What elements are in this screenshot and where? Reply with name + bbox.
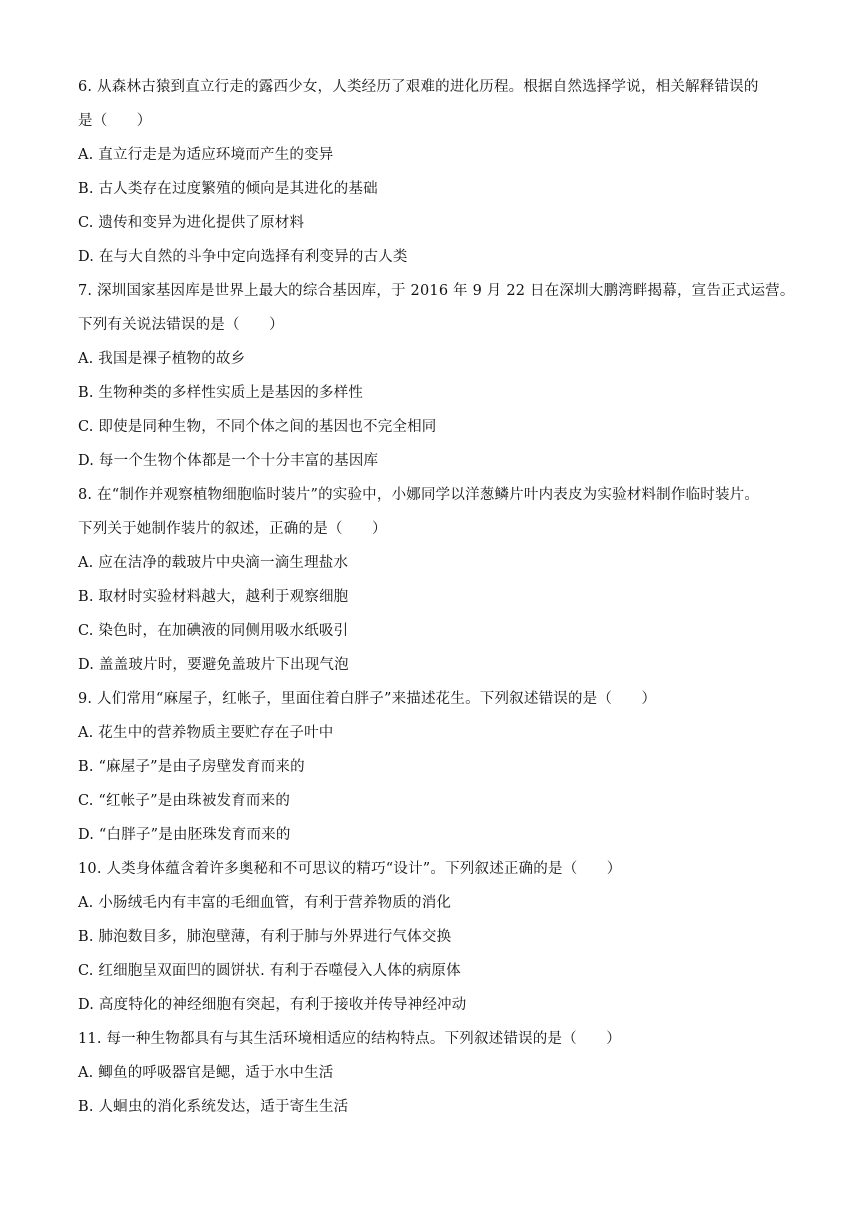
question-stem: 下列关于她制作装片的叙述，正确的是（ ） xyxy=(78,521,387,537)
question-stem: 10. 人类身体蕴含着许多奥秘和不可思议的精巧“设计”。下列叙述正确的是（ ） xyxy=(78,861,622,877)
question-9 xyxy=(78,682,800,852)
option-a: A. 鲫鱼的呼吸器官是鳃，适于水中生活 xyxy=(78,1065,334,1081)
option-d: D. 在与大自然的斗争中定向选择有利变异的古人类 xyxy=(78,249,408,265)
question-stem: 8. 在“制作并观察植物细胞临时装片”的实验中，小娜同学以洋葱鳞片叶内表皮为实验材料制作临时装片。 xyxy=(78,487,760,503)
option-a: A. 我国是裸子植物的故乡 xyxy=(78,351,246,367)
question-7 xyxy=(78,274,800,478)
option-a: A. 小肠绒毛内有丰富的毛细血管，有利于营养物质的消化 xyxy=(78,895,452,911)
question-11 xyxy=(78,1022,800,1124)
option-b: B. 人蛔虫的消化系统发达，适于寄生生活 xyxy=(78,1099,349,1115)
option-b: B. 生物种类的多样性实质上是基因的多样性 xyxy=(78,385,364,401)
option-c: C. 遗传和变异为进化提供了原材料 xyxy=(78,215,305,231)
question-6 xyxy=(78,70,800,274)
question-stem: 9. 人们常用“麻屋子，红帐子，里面住着白胖子”来描述花生。下列叙述错误的是（ ） xyxy=(78,691,657,707)
question-stem: 下列有关说法错误的是（ ） xyxy=(78,317,284,333)
option-b: B. “麻屋子”是由子房壁发育而来的 xyxy=(78,759,305,775)
question-10 xyxy=(78,852,800,1022)
question-stem: 11. 每一种生物都具有与其生活环境相适应的结构特点。下列叙述错误的是（ ） xyxy=(78,1031,621,1047)
option-d: D. 每一个生物个体都是一个十分丰富的基因库 xyxy=(78,453,379,469)
option-c: C. 红细胞呈双面凹的圆饼状. 有利于吞噬侵入人体的病原体 xyxy=(78,963,461,979)
option-b: B. 肺泡数目多，肺泡壁薄，有利于肺与外界进行气体交换 xyxy=(78,929,452,945)
option-a: A. 应在洁净的载玻片中央滴一滴生理盐水 xyxy=(78,555,349,571)
question-stem: 6. 从森林古猿到直立行走的露西少女，人类经历了艰难的进化历程。根据自然选择学说，相关解释错误的 xyxy=(78,79,759,95)
option-c: C. 即使是同种生物，不同个体之间的基因也不完全相同 xyxy=(78,419,437,435)
option-d: D. 盖盖玻片时，要避免盖玻片下出现气泡 xyxy=(78,657,349,673)
option-b: B. 古人类存在过度繁殖的倾向是其进化的基础 xyxy=(78,181,378,197)
question-stem: 7. 深圳国家基因库是世界上最大的综合基因库，于 2016 年 9 月 22 日在深圳大鹏湾畔揭幕，宣告正式运营。 xyxy=(78,283,795,299)
option-a: A. 直立行走是为适应环境而产生的变异 xyxy=(78,147,334,163)
question-stem: 是（ ） xyxy=(78,113,152,129)
option-d: D. “白胖子”是由胚珠发育而来的 xyxy=(78,827,291,843)
option-d: D. 高度特化的神经细胞有突起，有利于接收并传导神经冲动 xyxy=(78,997,467,1013)
option-c: C. “红帐子”是由珠被发育而来的 xyxy=(78,793,291,809)
option-b: B. 取材时实验材料越大，越利于观察细胞 xyxy=(78,589,349,605)
question-8 xyxy=(78,478,800,682)
option-c: C. 染色时，在加碘液的同侧用吸水纸吸引 xyxy=(78,623,349,639)
option-a: A. 花生中的营养物质主要贮存在子叶中 xyxy=(78,725,334,741)
